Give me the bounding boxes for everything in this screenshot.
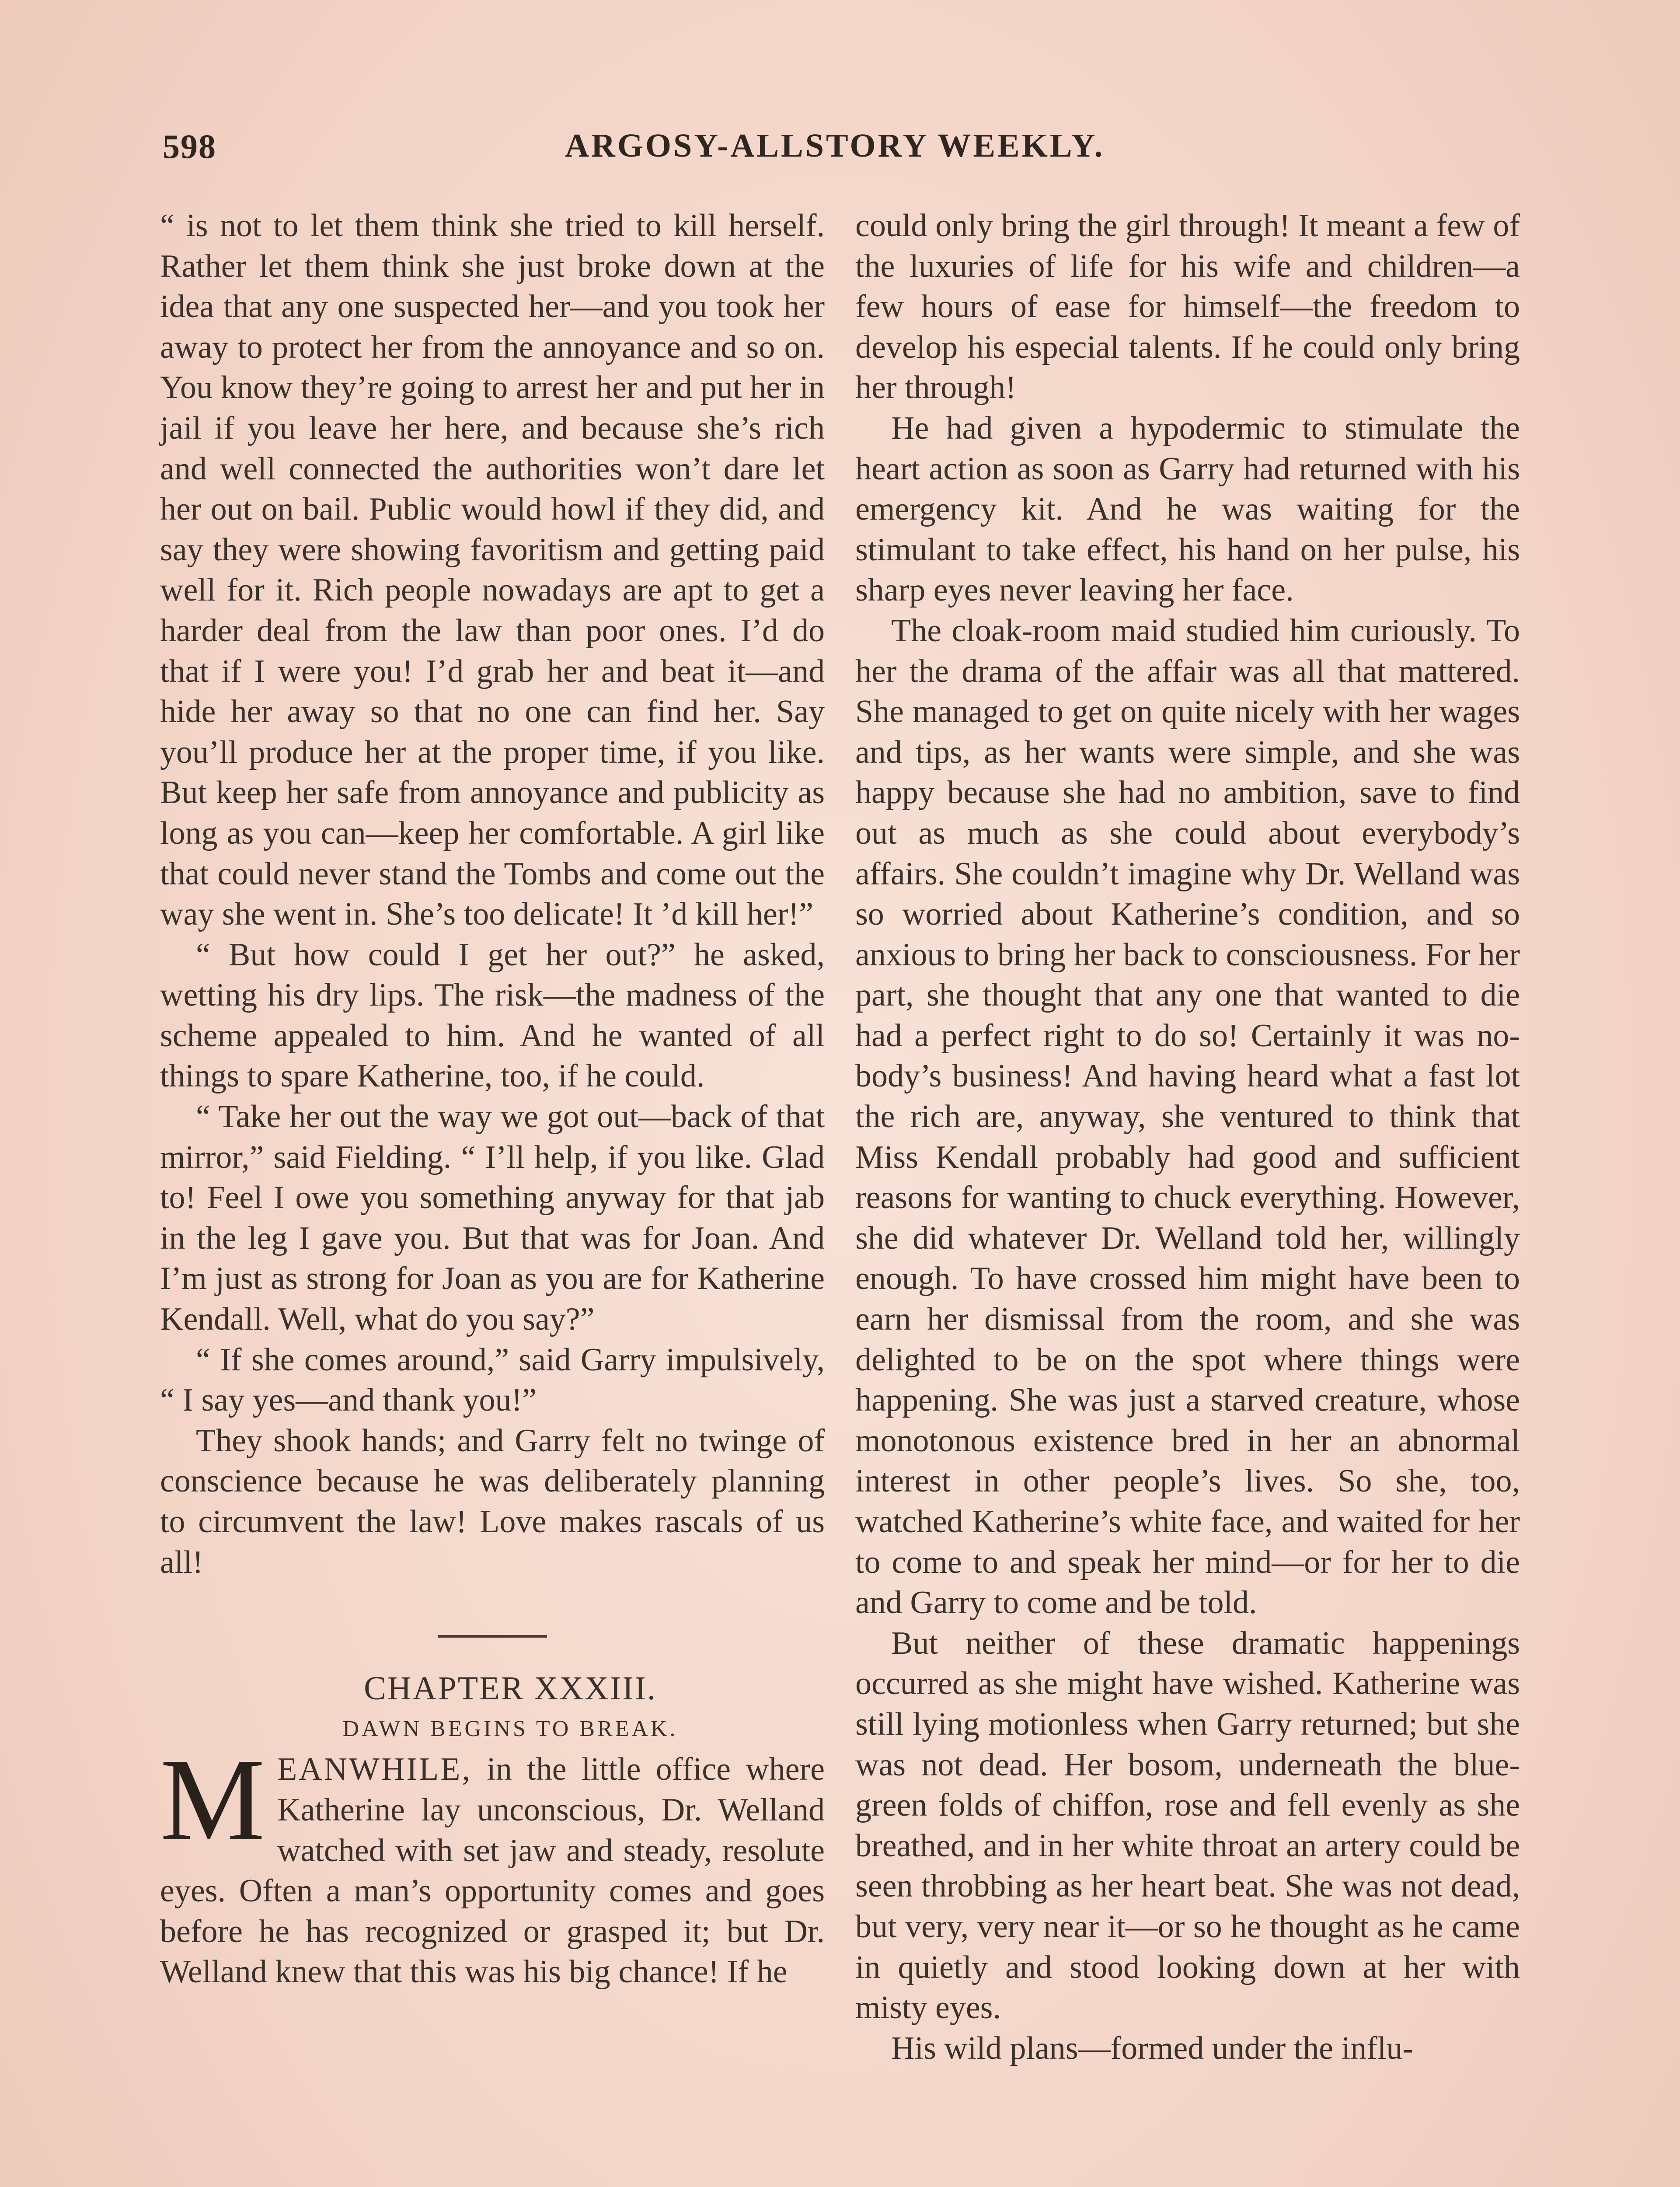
right-column bbox=[855, 206, 1520, 2068]
chapter-title: CHAPTER XXXIII. bbox=[364, 1670, 657, 1707]
paragraph: But neither of these dramatic happenings occurred as she might have wished. Katherine was still lying motionless when Garry returned; but she was not dead. Her bosom, underneath the blue-green folds of chiffon, rose and fell evenly as she breathed, and in her white throat an artery could be seen throbbing as her heart beat. She was not dead, but very, very near it—or so he thought as he came in quietly and stood looking down at her with misty eyes. bbox=[855, 1625, 1520, 2026]
paragraph: They shook hands; and Garry felt no twinge of conscience because he was deliberately planning to circumvent the law! Love makes rascals of us all! bbox=[160, 1422, 825, 1580]
magazine-title: ARGOSY-ALLSTORY WEEKLY. bbox=[565, 127, 1105, 164]
chapter-opening-paragraph bbox=[160, 1734, 825, 1992]
page-number: 598 bbox=[163, 127, 216, 165]
page-header bbox=[163, 127, 1125, 175]
paragraph: His wild plans—formed under the influ- bbox=[891, 2030, 1414, 2066]
paragraph: “ Take her out the way we got out—back of that mirror,” said Fielding. “ I’ll help, if you like. Glad to! Feel I owe you something anyway for that jab in the leg I gave you. But that was for Joan. And I’m just as strong for Joan as you are for Katherine Kendall. Well, what do you say?” bbox=[160, 1099, 825, 1338]
paragraph: could only bring the girl through! It meant a few of the luxuries of life for his wife and children—a few hours of ease for himself—the freedom to develop his especial talents. If he could only bring her through! bbox=[855, 208, 1520, 406]
section-divider bbox=[438, 1635, 547, 1638]
left-column bbox=[160, 206, 825, 1992]
paragraph: “ If she comes around,” said Garry impulsively, “ I say yes—and thank you!” bbox=[160, 1342, 825, 1418]
chapter-subtitle: DAWN BEGINS TO BREAK. bbox=[342, 1716, 678, 1741]
drop-cap: M bbox=[160, 1734, 265, 1866]
opening-lead-word: EANWHILE, bbox=[277, 1751, 472, 1788]
paragraph: The cloak-room maid studied him curiously. To her the drama of the affair was all that mattered. She managed to get on quite nicely with her wages and tips, as her wants were simple, and she was happy because she had no ambition, save to find out as much as she could about everybody’s affairs. She couldn’t imagine why Dr. Welland was so worried about Katherine’s condition, and so anxious to bring her back to consciousness. For her part, she thought that any one that wanted to die had a perfect right to do so! Certainly it was nobody’s business! And having heard what a fast lot the rich are, anyway, she ventured to think that Miss Kendall probably had good and sufficient reasons for wanting to chuck everything. However, she did whatever Dr. Welland told her, willingly enough. To have crossed him might have been to earn her dismissal from the room, and she was delighted to be on the spot where things were happening. She was just a starved creature, whose monotonous existence bred in her an abnormal interest in other people’s lives. So she, too, watched Katherine’s white face, and waited for her to come to and speak her mind—or for her to die and Garry to come and be told. bbox=[855, 612, 1520, 1621]
paragraph: “ But how could I get her out?” he asked, wetting his dry lips. The risk—the madness of the scheme appealed to him. And he wanted of all things to spare Katherine, too, if he could. bbox=[160, 936, 825, 1094]
opening-text: in the little office where Katherine lay unconscious, Dr. Welland watched with set jaw and steady, resolute eyes. Often a man’s opportunity comes and goes before he has recognized or grasped it; but Dr. Welland knew that this was his big chance! If he bbox=[160, 1751, 825, 1990]
paragraph: He had given a hypodermic to stimulate the heart action as soon as Garry had returned with his emergency kit. And he was waiting for the stimulant to take effect, his hand on her pulse, his sharp eyes never leaving her face. bbox=[855, 410, 1520, 608]
paragraph: “ is not to let them think she tried to kill herself. Rather let them think she just broke down at the idea that any one suspected her—and you took her away to protect her from the annoyance and so on. You know they’re going to arrest her and put her in jail if you leave her here, and because she’s rich and well connected the authorities won’t dare let her out on bail. Public would howl if they did, and say they were showing favoritism and getting paid well for it. Rich people nowadays are apt to get a harder deal from the law than poor ones. I’d do that if I were you! I’d grab her and beat it—and hide her away so that no one can find her. Say you’ll produce her at the proper time, if you like. But keep her safe from annoyance and publicity as long as you can—keep her comfortable. A girl like that could never stand the Tombs and come out the way she went in. She’s too delicate! It ’d kill her!” bbox=[160, 208, 825, 933]
